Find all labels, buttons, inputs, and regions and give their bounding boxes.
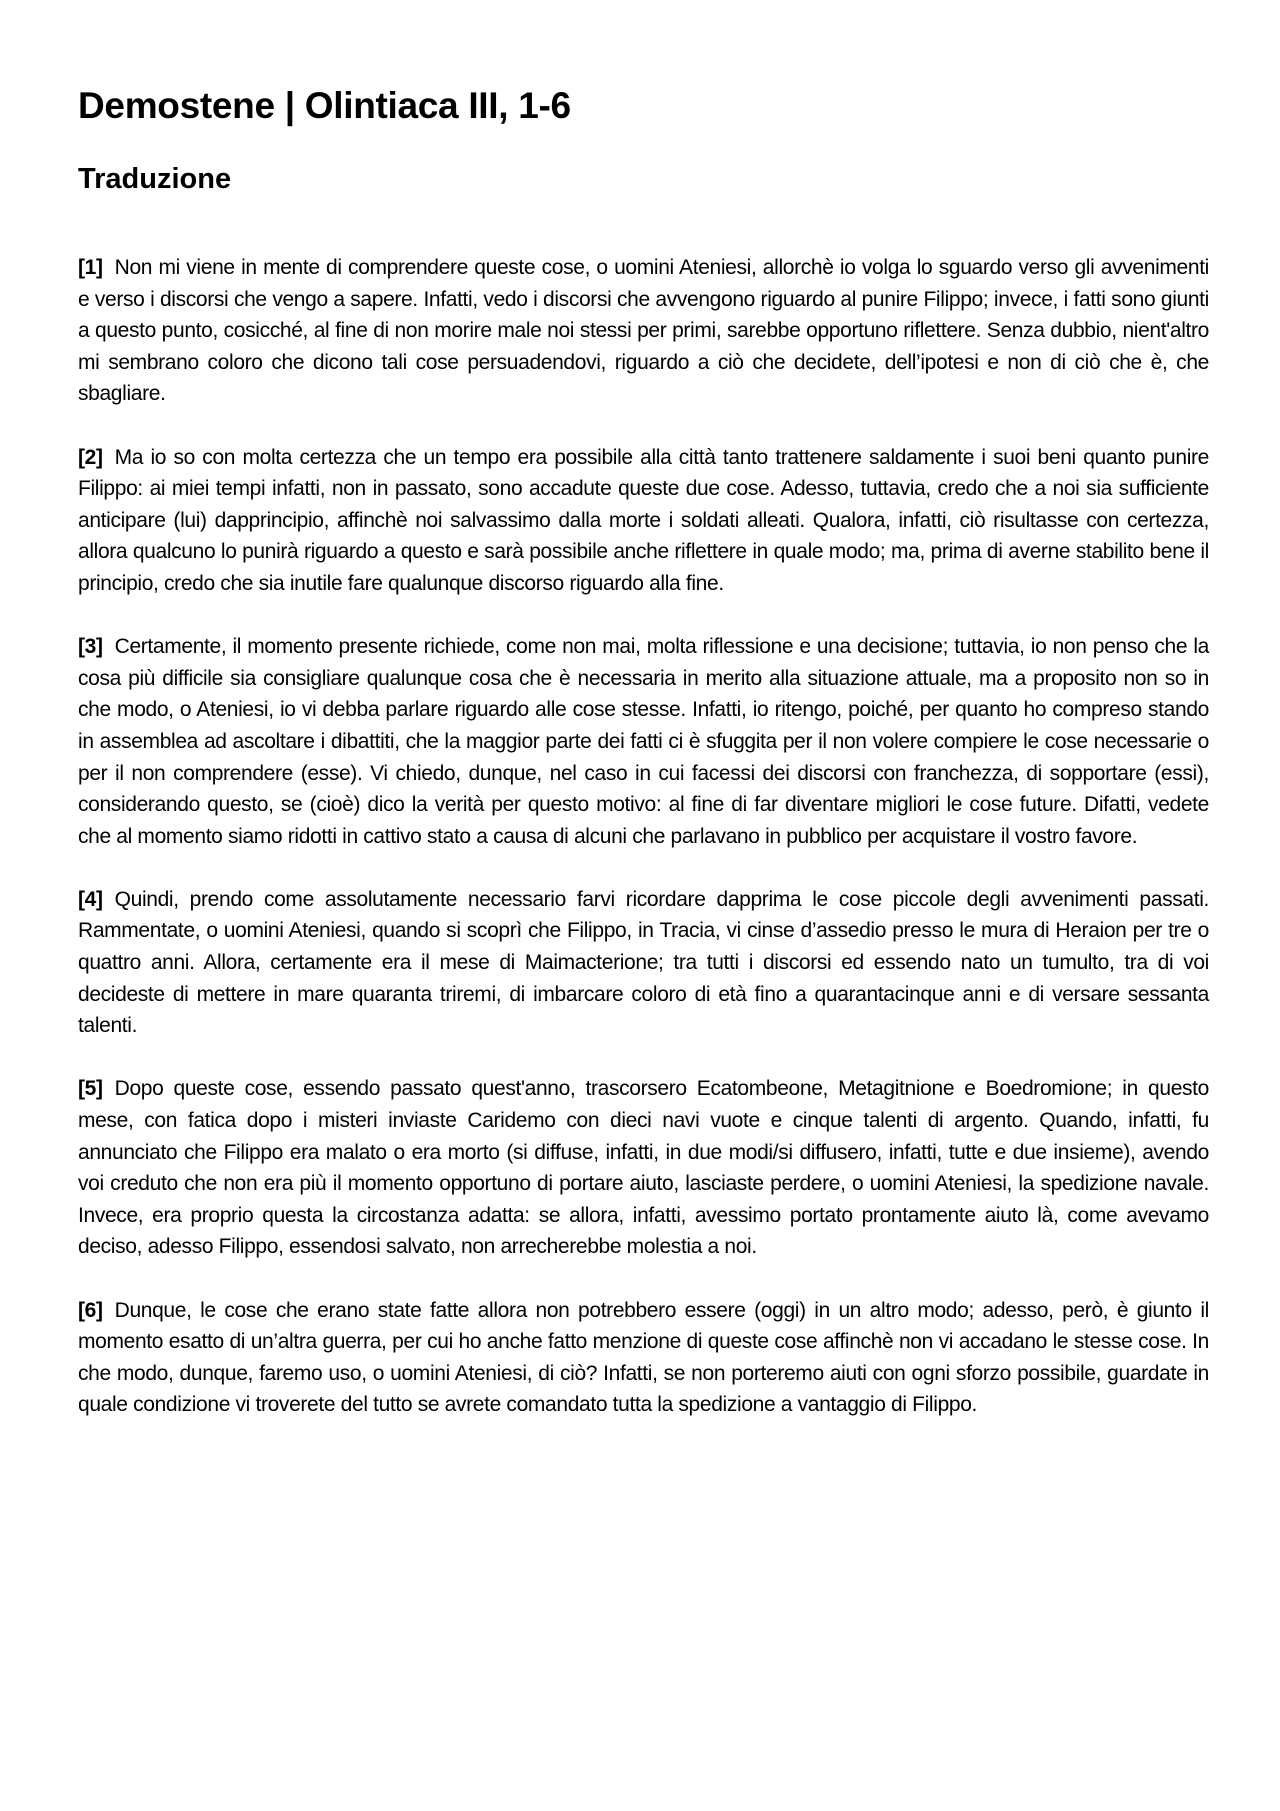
paragraph-text: Quindi, prendo come assolutamente necessario farvi ricordare dapprima le cose piccole degli avvenimenti passati. Rammentate, o uomini Ateniesi, quando si scoprì che Filippo, in Tracia, vi cinse d’assedio presso le mura di Heraion per tre o quattro anni. Allora, certamente era il mese di Maimacterione; tra tutti i discorsi ed essendo nato un tumulto, tra di voi decideste di mettere in mare quaranta triremi, di imbarcare coloro di età fino a quarantacinque anni e di versare sessanta talenti. (78, 887, 1209, 1038)
paragraph-text: Non mi viene in mente di comprendere queste cose, o uomini Ateniesi, allorchè io volga lo sguardo verso gli avvenimenti e verso i discorsi che vengo a sapere. Infatti, vedo i discorsi che avvengono riguardo al punire Filippo; invece, i fatti sono giunti a questo punto, cosicché, al fine di non morire male noi stessi per primi, sarebbe opportuno riflettere. Senza dubbio, nient'altro mi sembrano coloro che dicono tali cose persuadendovi, riguardo a ciò che decidete, dell’ipotesi e non di ciò che è, che sbagliare. (78, 256, 1209, 406)
paragraph-number: [5] (78, 1077, 103, 1101)
paragraph-1 (78, 252, 1209, 410)
paragraph-list (78, 252, 1209, 1421)
paragraph-number: [1] (78, 256, 103, 279)
paragraph-4 (78, 884, 1209, 1042)
section-title: Traduzione (78, 163, 232, 195)
paragraph-number: [2] (78, 445, 103, 469)
paragraph-number: [6] (78, 1298, 103, 1322)
paragraph-number: [4] (78, 887, 103, 911)
paragraph-text: Certamente, il momento presente richiede, come non mai, molta riflessione e una decisione; tuttavia, io non penso che la cosa più difficile sia consigliare qualunque cosa che è necessaria in merito alla situazione attuale, ma a proposito non so in che modo, o Ateniesi, io vi debba parlare riguardo alle cose stesse. Infatti, io ritengo, poiché, per quanto ho compreso stando in assemblea ad ascoltare i dibattiti, che la maggior parte dei fatti ci è sfuggita per il non volere compiere le cose necessarie o per il non comprendere (esse). Vi chiedo, dunque, nel caso in cui facessi dei discorsi con franchezza, di sopportare (essi), considerando questo, se (cioè) dico la verità per questo motivo: al fine di far diventare migliori le cose future. Difatti, vedete che al momento siamo ridotti in cattivo stato a causa di alcuni che parlavano in pubblico per acquistare il vostro favore. (78, 635, 1209, 848)
paragraph-text: Ma io so con molta certezza che un tempo era possibile alla città tanto trattenere saldamente i suoi beni quanto punire Filippo: ai miei tempi infatti, non in passato, sono accadute queste due cose. Adesso, tuttavia, credo che a noi sia sufficiente anticipare (lui) dapprincipio, affinchè noi salvassimo dalla morte i soldati alleati. Qualora, infatti, ciò risultasse con certezza, allora qualcuno lo punirà riguardo a questo e sarà possibile anche riflettere in quale modo; ma, prima di averne stabilito bene il principio, credo che sia inutile fare qualunque discorso riguardo alla fine. (78, 445, 1209, 595)
paragraph-5 (78, 1073, 1209, 1263)
paragraph-text: Dopo queste cose, essendo passato quest'anno, trascorsero Ecatombeone, Metagitnione e Boedromione; in questo mese, con fatica dopo i misteri inviaste Caridemo con dieci navi vuote e cinque talenti di argento. Quando, infatti, fu annunciato che Filippo era malato o era morto (si diffuse, infatti, in due modi/si diffusero, infatti, tutte e due insieme), avendo voi creduto che non era più il momento opportuno di portare aiuto, lasciaste perdere, o uomini Ateniesi, la spedizione navale. Invece, era proprio questa la circostanza adatta: se allora, infatti, avessimo portato prontamente aiuto là, come avevamo deciso, adesso Filippo, essendosi salvato, non arrecherebbe molestia a noi. (78, 1077, 1209, 1259)
paragraph-6 (78, 1295, 1209, 1421)
paragraph-number: [3] (78, 635, 103, 659)
document-title: Demostene | Olintiaca III, 1-6 (78, 85, 571, 126)
paragraph-3 (78, 631, 1209, 852)
paragraph-text: Dunque, le cose che erano state fatte allora non potrebbero essere (oggi) in un altro modo; adesso, però, è giunto il momento esatto di un’altra guerra, per cui ho anche fatto menzione di queste cose affinchè non vi accadano le stesse cose. In che modo, dunque, faremo uso, o uomini Ateniesi, di ciò? Infatti, se non porteremo aiuti con ogni sforzo possibile, guardate in quale condizione vi troverete del tutto se avrete comandato tutta la spedizione a vantaggio di Filippo. (78, 1298, 1209, 1417)
paragraph-2 (78, 442, 1209, 600)
document-page (78, 78, 1209, 1453)
